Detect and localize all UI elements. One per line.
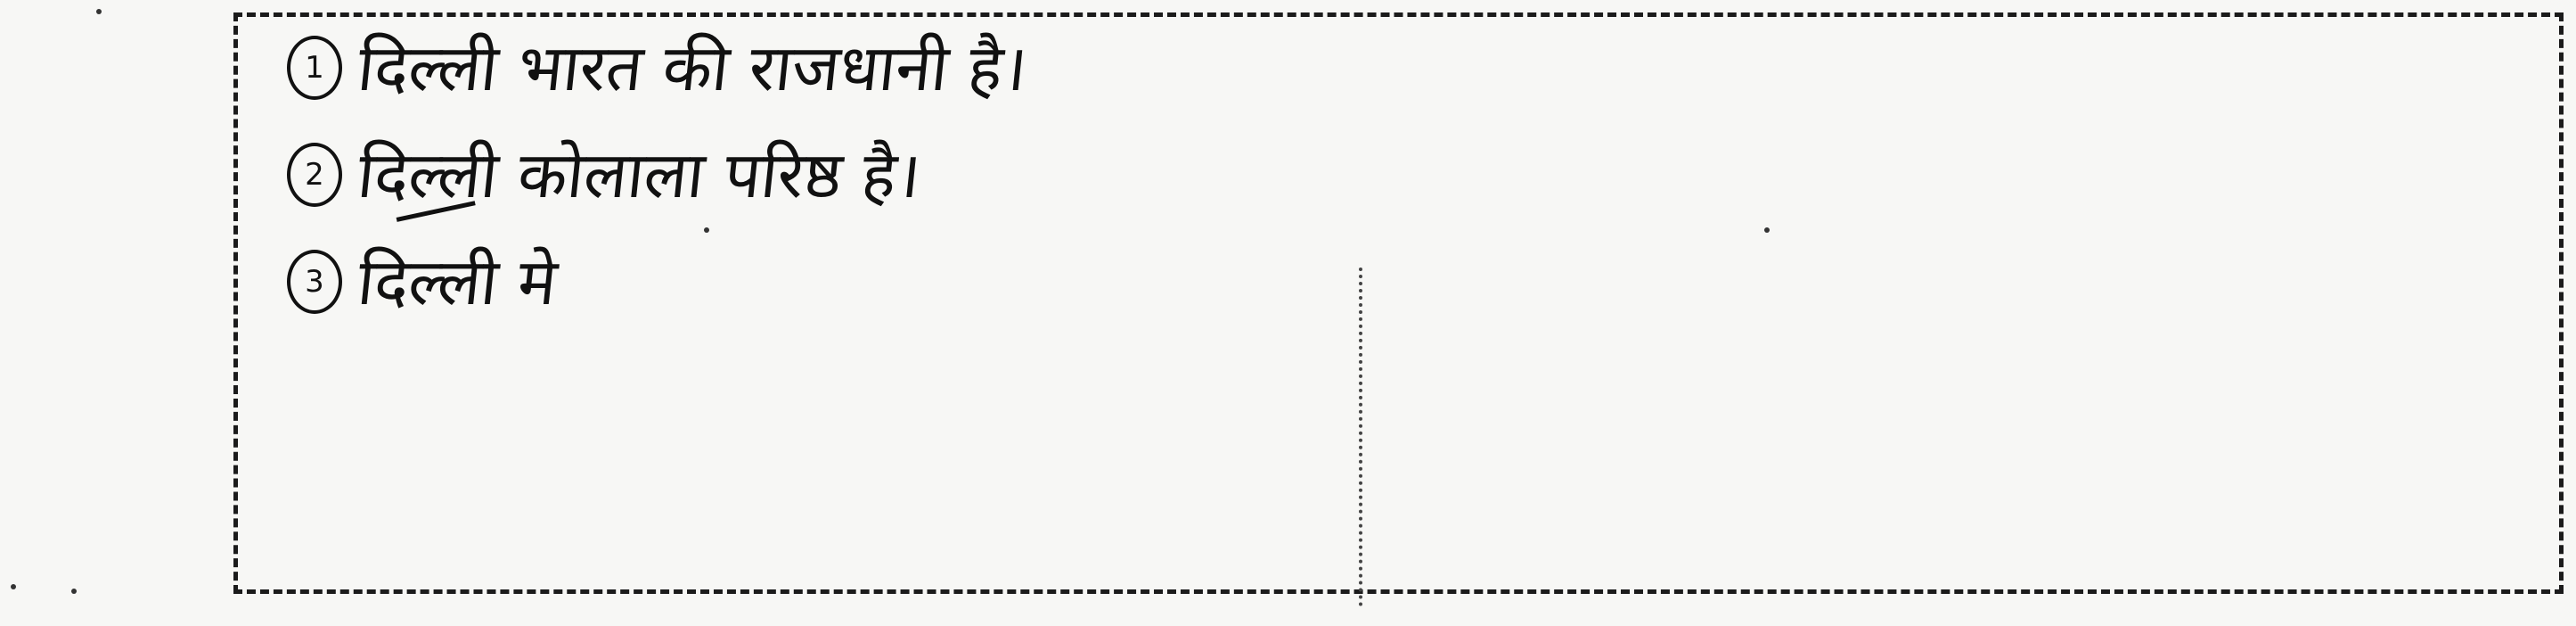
circled-number-3: 3 xyxy=(287,250,342,314)
scan-speck xyxy=(71,589,77,594)
scan-speck xyxy=(1764,227,1770,233)
handwritten-line-3 xyxy=(287,244,561,319)
handwritten-line-1 xyxy=(287,30,1032,105)
circled-number-1: 1 xyxy=(287,36,342,100)
line-1-text: दिल्ली भारत की राजधानी है। xyxy=(354,30,1032,105)
scan-speck xyxy=(96,9,102,14)
scan-speck xyxy=(704,227,709,233)
line-2-text: दिल्ली कोलाला परिष्ठ है। xyxy=(354,137,925,212)
center-fold-mark xyxy=(1359,268,1362,606)
line-3-text: दिल्ली मे xyxy=(354,244,561,319)
handwritten-line-2 xyxy=(287,137,925,212)
circled-number-2: 2 xyxy=(287,143,342,207)
scan-speck xyxy=(11,584,16,589)
